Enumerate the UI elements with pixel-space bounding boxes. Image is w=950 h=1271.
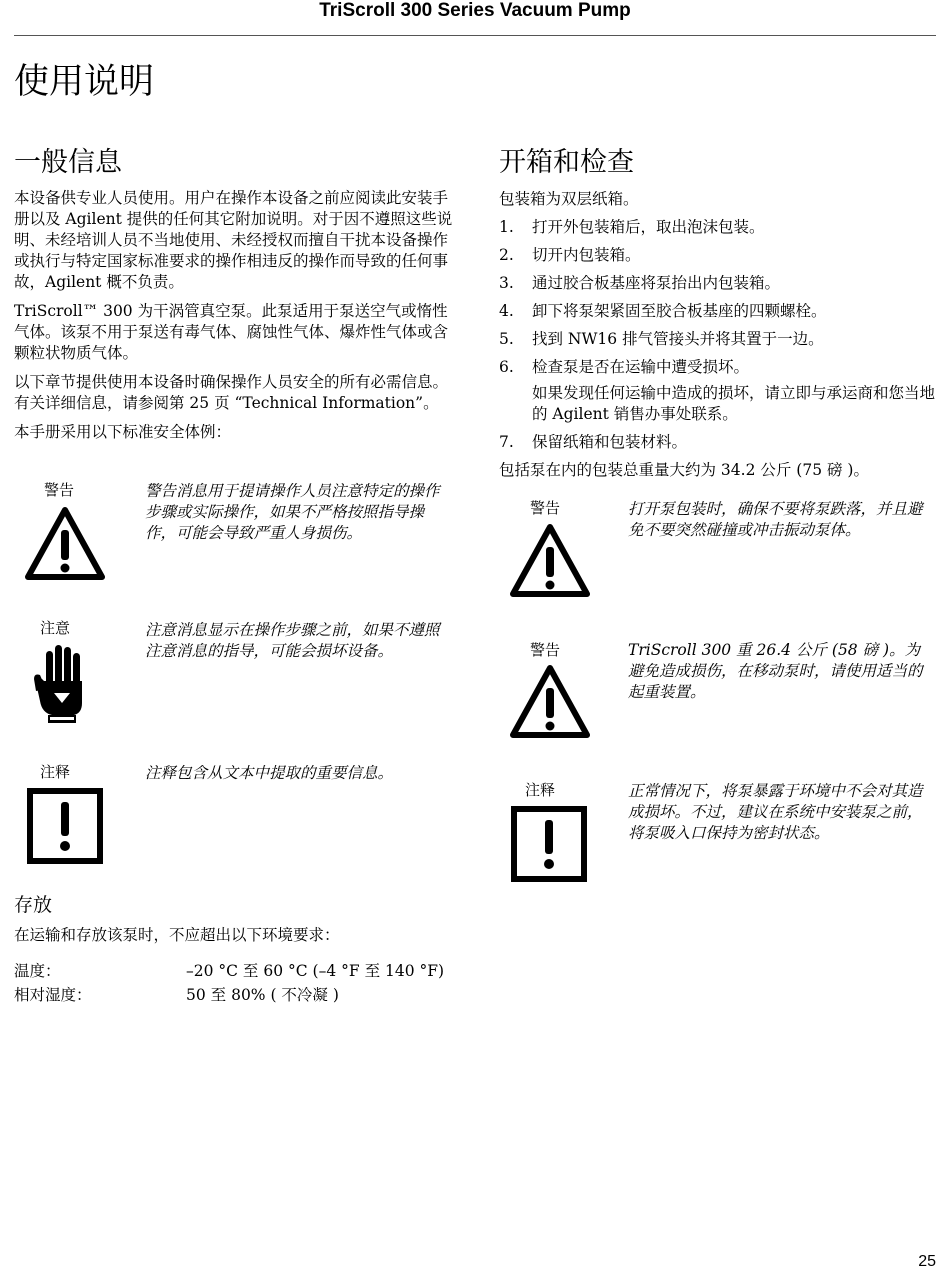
header-rule — [14, 35, 936, 36]
notice-text-drop-warning: 打开泵包装时，确保不要将泵跌落，并且避免不要突然碰撞或冲击振动泵体。 — [628, 500, 923, 539]
general-info-body — [14, 188, 454, 451]
step-item: 1. 打开外包装箱后，取出泡沫包装。 — [499, 218, 765, 236]
note-exclamation-box-icon — [511, 806, 587, 882]
notice-label-warning: 警告 — [530, 641, 561, 659]
convention-label-note: 注释 — [40, 763, 71, 781]
storage-heading: 存放 — [14, 894, 53, 916]
step-item: 4. 卸下将泵架紧固至胶合板基座的四颗螺栓。 — [499, 302, 827, 320]
general-paragraph: TriScroll™ 300 为干涡管真空泵。此泵适用于泵送空气或惰性气体。该泵不用于泵送有毒气体、腐蚀性气体、爆炸性气体或含颗粒状物质气体。 — [14, 302, 449, 362]
step-item: 3. 通过胶合板基座将泵抬出内包装箱。 — [499, 274, 781, 292]
running-header-title: TriScroll 300 Series Vacuum Pump — [319, 0, 631, 21]
convention-label-caution: 注意 — [40, 619, 71, 637]
notice-label-note: 注释 — [525, 781, 556, 799]
unpacking-intro: 包装箱为双层纸箱。 — [499, 190, 639, 208]
step-item: 2. 切开内包装箱。 — [499, 246, 641, 264]
package-weight-note: 包括泵在内的包装总重量大约为 34.2 公斤 (75 磅 )。 — [499, 461, 869, 479]
unpacking-heading: 开箱和检查 — [499, 147, 634, 178]
step-item: 7. 保留纸箱和包装材料。 — [499, 433, 688, 451]
page-number: 25 — [918, 1253, 936, 1270]
convention-label-warning: 警告 — [44, 481, 75, 499]
step-item: 5. 找到 NW16 排气管接头并将其置于一边。 — [499, 330, 824, 348]
note-exclamation-box-icon — [27, 788, 103, 864]
caution-hand-icon — [34, 643, 90, 723]
warning-triangle-icon — [509, 523, 591, 599]
spec-label-humidity: 相对湿度： — [14, 986, 92, 1004]
warning-triangle-icon — [509, 664, 591, 740]
spec-value-humidity: 50 至 80% ( 不冷凝 ) — [186, 986, 339, 1004]
step-subnote: 如果发现任何运输中造成的损坏，请立即与承运商和您当地的 Agilent 销售办事处联系。 — [532, 384, 936, 423]
step-item: 6. 检查泵是否在运输中遭受损坏。 如果发现任何运输中造成的损坏，请立即与承运商和您当地的 Agilent 销售办事处联系。 — [499, 357, 939, 425]
warning-triangle-icon — [24, 506, 106, 582]
general-paragraph: 本设备供专业人员使用。用户在操作本设备之前应阅读此安装手册以及 Agilent 提供的任何其它附加说明。对于因不遵照这些说明、未经培训人员不当地使用、未经授权而擅自干扰本设备操作或执行与特定国家标准要求的操作相违反的操作而导致的任何事故，Agilent 概不负责。 — [14, 189, 453, 291]
notice-text-weight-warning: TriScroll 300 重 26.4 公斤 (58 磅 )。为避免造成损伤，在移动泵时，请使用适当的起重装置。 — [628, 641, 923, 701]
unpacking-steps — [499, 217, 939, 460]
convention-text-caution: 注意消息显示在操作步骤之前，如果不遵照注意消息的指导，可能会损坏设备。 — [145, 621, 440, 660]
general-paragraph: 本手册采用以下标准安全体例： — [14, 423, 232, 441]
page-title: 使用说明 — [14, 62, 155, 102]
storage-intro: 在运输和存放该泵时，不应超出以下环境要求： — [14, 926, 340, 944]
general-paragraph: 以下章节提供使用本设备时确保操作人员安全的所有必需信息。有关详细信息，请参阅第 25 页 “Technical Information”。 — [14, 373, 449, 412]
spec-value-temperature: –20 °C 至 60 °C (–4 °F 至 140 °F) — [186, 962, 445, 980]
notice-text-inlet-note: 正常情况下，将泵暴露于环境中不会对其造成损坏。不过，建议在系统中安装泵之前，将泵吸入口保持为密封状态。 — [628, 782, 923, 842]
spec-label-temperature: 温度： — [14, 962, 61, 980]
notice-label-warning: 警告 — [530, 499, 561, 517]
general-info-heading: 一般信息 — [14, 147, 122, 178]
convention-text-note: 注释包含从文本中提取的重要信息。 — [145, 764, 394, 782]
convention-text-warning: 警告消息用于提请操作人员注意特定的操作步骤或实际操作，如果不严格按照指导操作，可能会导致严重人身损伤。 — [145, 482, 440, 542]
